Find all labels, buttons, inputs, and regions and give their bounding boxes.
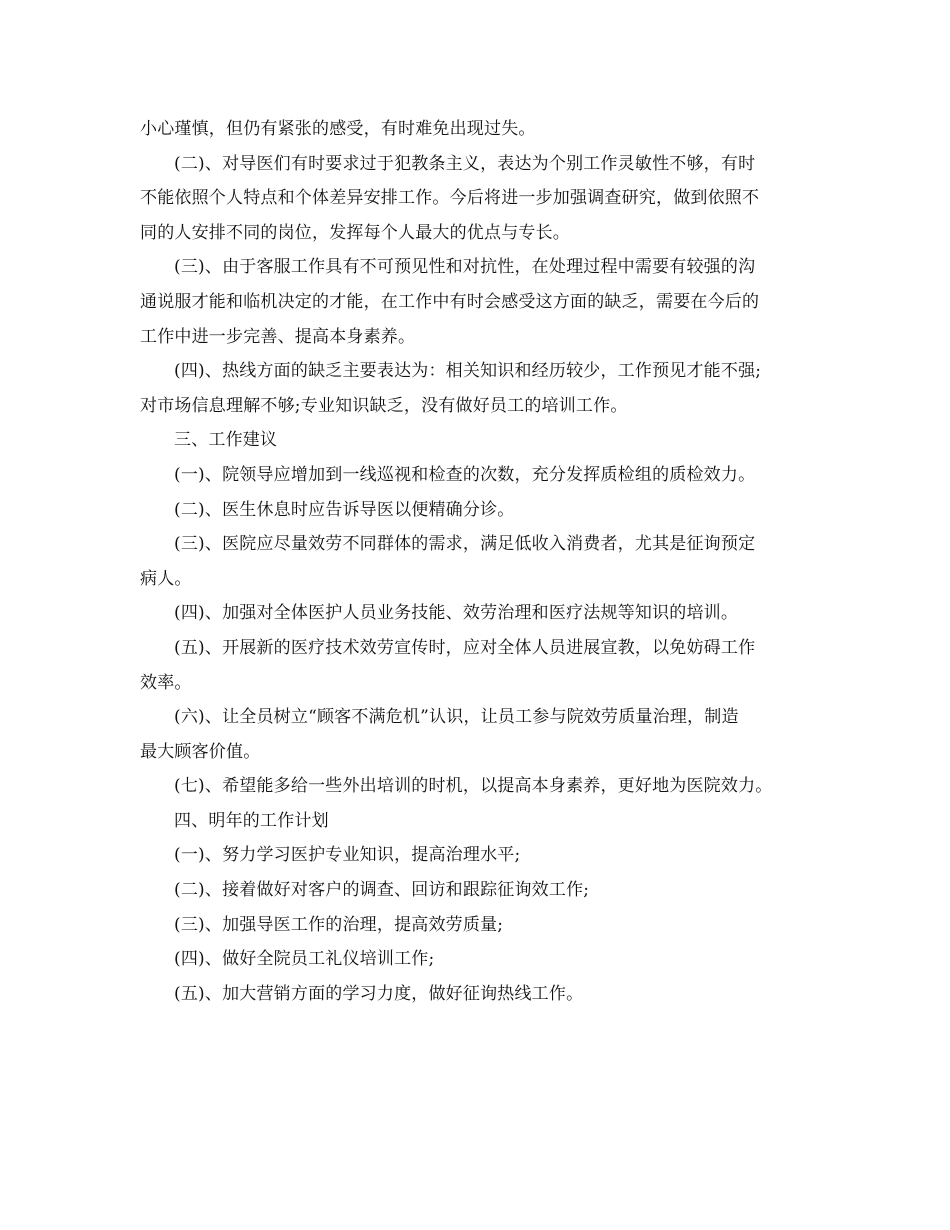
text-line: 效率。	[140, 672, 192, 693]
text-line: 对市场信息理解不够;专业知识缺乏，没有做好员工的培训工作。	[140, 395, 628, 416]
text-line: 病人。	[140, 568, 192, 589]
text-line: (三)、医院应尽量效劳不同群体的需求，满足低收入消费者，尤其是征询预定	[174, 534, 756, 555]
text-line: (七)、希望能多给一些外出培训的时机，以提高本身素养，更好地为医院效力。	[174, 776, 773, 797]
text-line: (五)、开展新的医疗技术效劳宣传时，应对全体人员进展宣教，以免妨碍工作	[174, 637, 756, 658]
text-line: 工作中进一步完善、提高本身素养。	[140, 326, 416, 347]
text-line: (四)、热线方面的缺乏主要表达为：相关知识和经历较少，工作预见才能不强;	[174, 361, 762, 382]
text-line: (三)、由于客服工作具有不可预见性和对抗性，在处理过程中需要有较强的沟	[174, 257, 756, 278]
text-line: (六)、让全员树立“顾客不满危机”认识，让员工参与院效劳质量治理，制造	[174, 707, 739, 728]
text-line: (四)、做好全院员工礼仪培训工作;	[174, 949, 435, 970]
text-line: (二)、对导医们有时要求过于犯教条主义，表达为个别工作灵敏性不够，有时	[174, 153, 756, 174]
document-body	[140, 112, 830, 1011]
section-heading: 三、工作建议	[174, 430, 278, 451]
section-heading: 四、明年的工作计划	[174, 810, 329, 831]
text-line: (三)、加强导医工作的治理，提高效劳质量;	[174, 914, 504, 935]
text-line: 最大顾客价值。	[140, 741, 261, 762]
text-line: (四)、加强对全体医护人员业务技能、效劳治理和医疗法规等知识的培训。	[174, 603, 739, 624]
text-line: (二)、医生休息时应告诉导医以便精确分诊。	[174, 499, 515, 520]
text-line: 通说服才能和临机决定的才能，在工作中有时会感受这方面的缺乏，需要在今后的	[140, 291, 760, 312]
text-line: (一)、院领导应增加到一线巡视和检查的次数，充分发挥质检组的质检效力。	[174, 464, 756, 485]
text-line: (二)、接着做好对客户的调查、回访和跟踪征询效工作;	[174, 880, 590, 901]
text-line: (五)、加大营销方面的学习力度，做好征询热线工作。	[174, 983, 584, 1004]
text-line: 同的人安排不同的岗位，发挥每个人最大的优点与专长。	[140, 222, 570, 243]
text-line: 不能依照个人特点和个体差异安排工作。今后将进一步加强调查研究，做到依照不	[140, 188, 760, 209]
text-line: 小心瑾慎，但仍有紧张的感受，有时难免出现过失。	[140, 119, 536, 139]
text-line: (一)、努力学习医护专业知识，提高治理水平;	[174, 845, 521, 866]
